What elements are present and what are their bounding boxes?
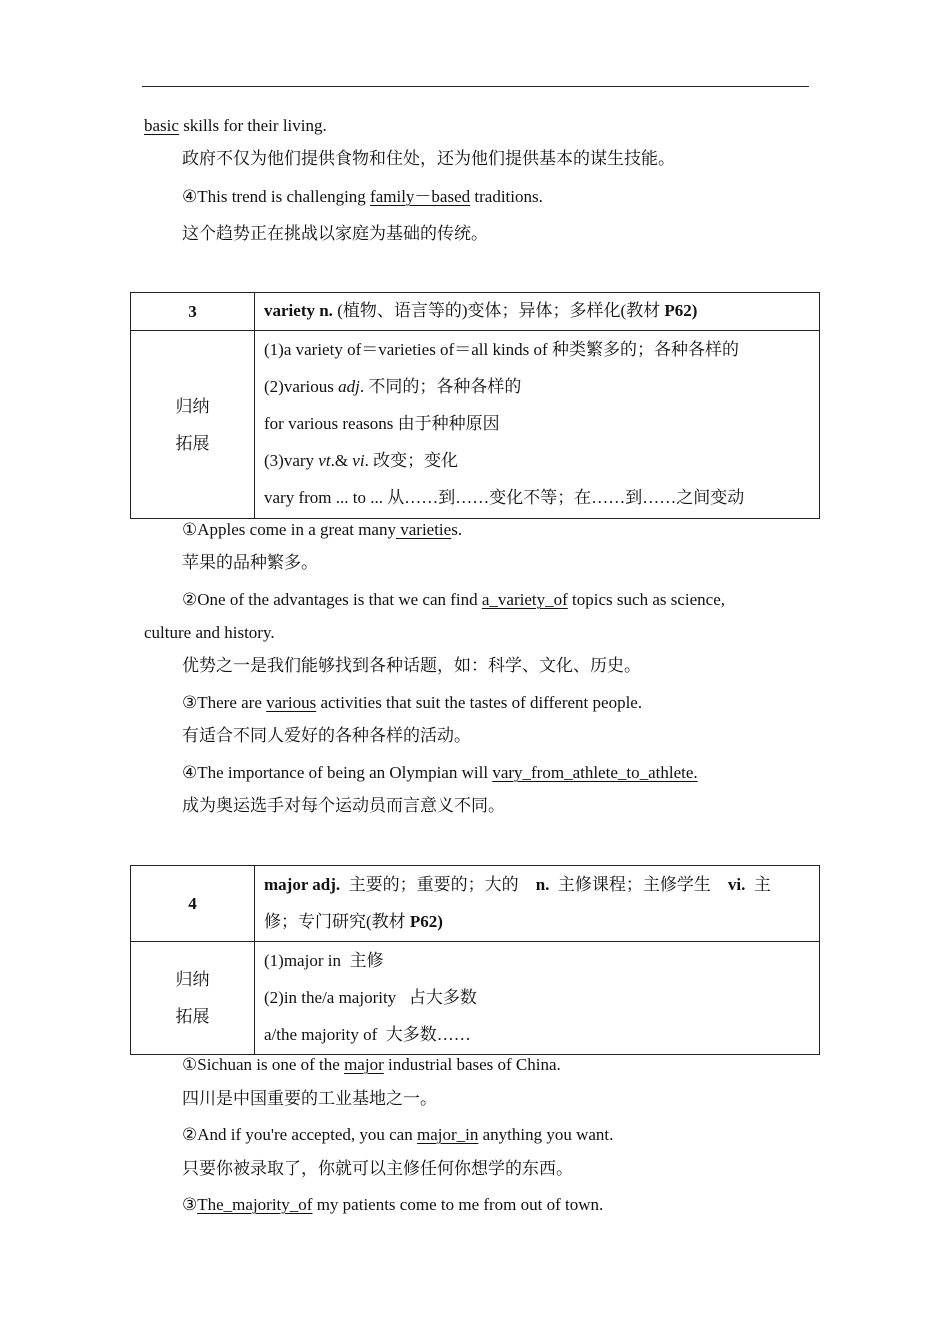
summary-label: 归纳 拓展 [131, 942, 255, 1055]
example-sentence: ③The_majority_of my patients come to me from out of town. [182, 1195, 604, 1214]
answer-blank: The_majority_of [197, 1195, 313, 1214]
example-sentence: ②And if you're accepted, you can major_in anything you want. [182, 1125, 614, 1144]
answer-blank: various [266, 693, 317, 712]
summary-label: 归纳 拓展 [131, 331, 255, 519]
answer-blank: major [344, 1055, 384, 1074]
translation-line: 这个趋势正在挑战以家庭为基础的传统。 [182, 224, 488, 243]
translation-line: 只要你被录取了，你就可以主修任何你想学的东西。 [182, 1159, 573, 1178]
example-sentence: ④The importance of being an Olympian will vary_from_athlete_to_athlete. [182, 763, 698, 782]
example-sentence: ①Sichuan is one of the major industrial bases of China. [182, 1055, 561, 1074]
answer-blank: family－based [370, 187, 471, 206]
vocab-table-3 [130, 292, 820, 519]
answer-blank: basic [144, 116, 179, 135]
entry-headword: major adj. 主要的；重要的；大的 n. 主修课程；主修学生 vi. 主 修；专门研究(教材 P62) [255, 866, 820, 942]
answer-blank: vary_from_athlete_to_athlete. [492, 763, 698, 782]
translation-line: 政府不仅为他们提供食物和住处，还为他们提供基本的谋生技能。 [182, 149, 675, 168]
translation-line: 苹果的品种繁多。 [182, 553, 318, 572]
answer-blank: major_in [416, 1125, 479, 1144]
sentence-continuation: basic skills for their living. [144, 116, 327, 135]
example-sentence: ①Apples come in a great many varieties. [182, 520, 463, 539]
translation-line: 成为奥运选手对每个运动员而言意义不同。 [182, 796, 505, 815]
entry-details: (1)major in 主修 (2)in the/a majority 占大多数 a/the majority of 大多数…… [255, 942, 820, 1055]
entry-number: 3 [131, 293, 255, 331]
translation-line: 优势之一是我们能够找到各种话题，如：科学、文化、历史。 [182, 656, 641, 675]
translation-line: 有适合不同人爱好的各种各样的活动。 [182, 726, 471, 745]
entry-details: (1)a variety of＝varieties of＝all kinds of 种类繁多的；各种各样的 (2)various adj. 不同的；各种各样的 for various reasons 由于种种原因 (3)vary vt.& vi. 改变；变化 vary from ... to ... 从……到……变化不等；在……到……之间变动 [255, 331, 820, 519]
example-sentence: ②One of the advantages is that we can find a_variety_of topics such as science, [182, 590, 725, 609]
header-rule [142, 86, 809, 87]
entry-number: 4 [131, 866, 255, 942]
vocab-table-4 [130, 865, 820, 1055]
example-sentence: ④This trend is challenging family－based traditions. [182, 187, 543, 206]
entry-headword: variety n. (植物、语言等的)变体；异体；多样化(教材 P62) [255, 293, 820, 331]
example-sentence: ③There are various activities that suit the tastes of different people. [182, 693, 643, 712]
answer-blank: varietie [395, 520, 452, 539]
sentence-continuation: culture and history. [144, 623, 275, 642]
translation-line: 四川是中国重要的工业基地之一。 [182, 1089, 437, 1108]
answer-blank: a_variety_of [481, 590, 568, 609]
